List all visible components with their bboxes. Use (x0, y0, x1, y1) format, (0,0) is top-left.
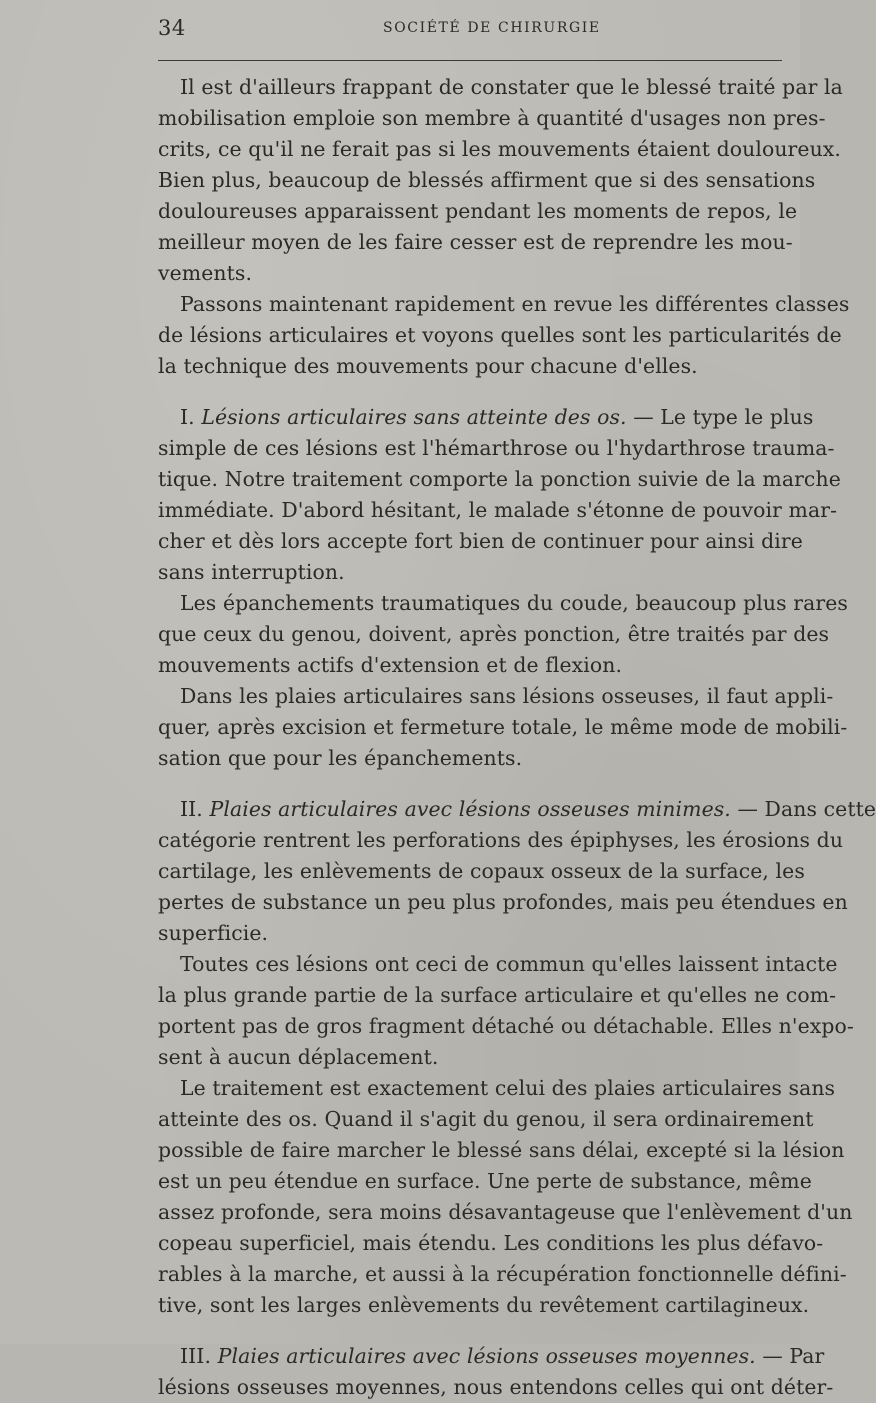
section-heading-line (158, 794, 876, 825)
text-line: Les épanchements traumatiques du coude, beaucoup plus rares (180, 591, 848, 615)
section-heading-rest: — Dans cette (737, 797, 876, 821)
text-line: Toutes ces lésions ont ceci de commun qu'elles laissent intacte (180, 952, 838, 976)
section-title: Lésions articulaires sans atteinte des os. (201, 405, 627, 429)
paragraph (158, 681, 848, 774)
paragraph (158, 289, 850, 382)
text-line: mouvements actifs d'extension et de flexion. (158, 653, 623, 677)
text-line: atteinte des os. Quand il s'agit du genou, il sera ordinairement (158, 1107, 814, 1131)
text-line: copeau superficiel, mais étendu. Les conditions les plus défavo- (158, 1231, 824, 1255)
text-line: pertes de substance un peu plus profondes, mais peu étendues en (158, 890, 848, 914)
paragraph (158, 1073, 853, 1321)
header-rule (158, 60, 782, 61)
text-line: sans interruption. (158, 560, 345, 584)
text-line: mobilisation emploie son membre à quantité d'usages non pres- (158, 106, 826, 130)
text-line: la plus grande partie de la surface articulaire et qu'elles ne com- (158, 983, 837, 1007)
text-line: Dans les plaies articulaires sans lésions osseuses, il faut appli- (180, 684, 834, 708)
text-line: est un peu étendue en surface. Une perte de substance, même (158, 1169, 812, 1193)
text-line: la technique des mouvements pour chacune d'elles. (158, 354, 698, 378)
text-line: sation que pour les épanchements. (158, 746, 523, 770)
text-line: portent pas de gros fragment détaché ou détachable. Elles n'expo- (158, 1014, 854, 1038)
section-heading-rest: — Le type le plus (633, 405, 814, 429)
section-heading-line (158, 402, 814, 433)
text-line: Bien plus, beaucoup de blessés affirment que si des sensations (158, 168, 816, 192)
text-line: lésions osseuses moyennes, nous entendons celles qui ont déter- (158, 1375, 834, 1399)
text-line: tique. Notre traitement comporte la ponction suivie de la marche (158, 467, 841, 491)
section-number: I. (180, 405, 195, 429)
section-paragraph (158, 794, 876, 949)
section-heading-rest: — Par (762, 1344, 825, 1368)
section-heading-line (158, 1341, 825, 1372)
text-line: rables à la marche, et aussi à la récupération fonctionnelle défini- (158, 1262, 847, 1286)
text-line: de lésions articulaires et voyons quelles sont les particularités de (158, 323, 842, 347)
text-line: assez profonde, sera moins désavantageuse que l'enlèvement d'un (158, 1200, 853, 1224)
section-title: Plaies articulaires avec lésions osseuses minimes. (209, 797, 731, 821)
page-header (158, 16, 780, 44)
text-line: sent à aucun déplacement. (158, 1045, 439, 1069)
text-line: que ceux du genou, doivent, après ponction, être traités par des (158, 622, 830, 646)
text-line: Il est d'ailleurs frappant de constater que le blessé traité par la (180, 75, 843, 99)
text-line: immédiate. D'abord hésitant, le malade s'étonne de pouvoir mar- (158, 498, 838, 522)
section-gap (158, 774, 784, 794)
section-paragraph (158, 1341, 834, 1403)
section-number: III. (180, 1344, 212, 1368)
section-gap (158, 382, 784, 402)
text-line: crits, ce qu'il ne ferait pas si les mouvements étaient douloureux. (158, 137, 841, 161)
text-line: possible de faire marcher le blessé sans délai, excepté si la lésion (158, 1138, 845, 1162)
paragraph (158, 949, 854, 1073)
paragraph (158, 588, 848, 681)
text-line: simple de ces lésions est l'hémarthrose ou l'hydarthrose trauma- (158, 436, 835, 460)
section-paragraph (158, 402, 841, 588)
body-text (158, 72, 876, 1403)
text-line: catégorie rentrent les perforations des épiphyses, les érosions du (158, 828, 844, 852)
text-line: Passons maintenant rapidement en revue les différentes classes (180, 292, 850, 316)
paragraph (158, 72, 843, 289)
text-line: Le traitement est exactement celui des plaies articulaires sans (180, 1076, 836, 1100)
text-line: superficie. (158, 921, 269, 945)
text-line: meilleur moyen de les faire cesser est de reprendre les mou- (158, 230, 793, 254)
section-number: II. (180, 797, 203, 821)
text-line: cartilage, les enlèvements de copaux osseux de la surface, les (158, 859, 805, 883)
text-line: douloureuses apparaissent pendant les moments de repos, le (158, 199, 798, 223)
section-title: Plaies articulaires avec lésions osseuses moyennes. (217, 1344, 756, 1368)
text-line: tive, sont les larges enlèvements du revêtement cartilagineux. (158, 1293, 810, 1317)
text-line: vements. (158, 261, 253, 285)
section-gap (158, 1321, 784, 1341)
text-line: cher et dès lors accepte fort bien de continuer pour ainsi dire (158, 529, 803, 553)
text-line: quer, après excision et fermeture totale, le même mode de mobili- (158, 715, 848, 739)
page-number: 34 (158, 16, 186, 40)
running-head: SOCIÉTÉ DE CHIRURGIE (383, 20, 601, 36)
